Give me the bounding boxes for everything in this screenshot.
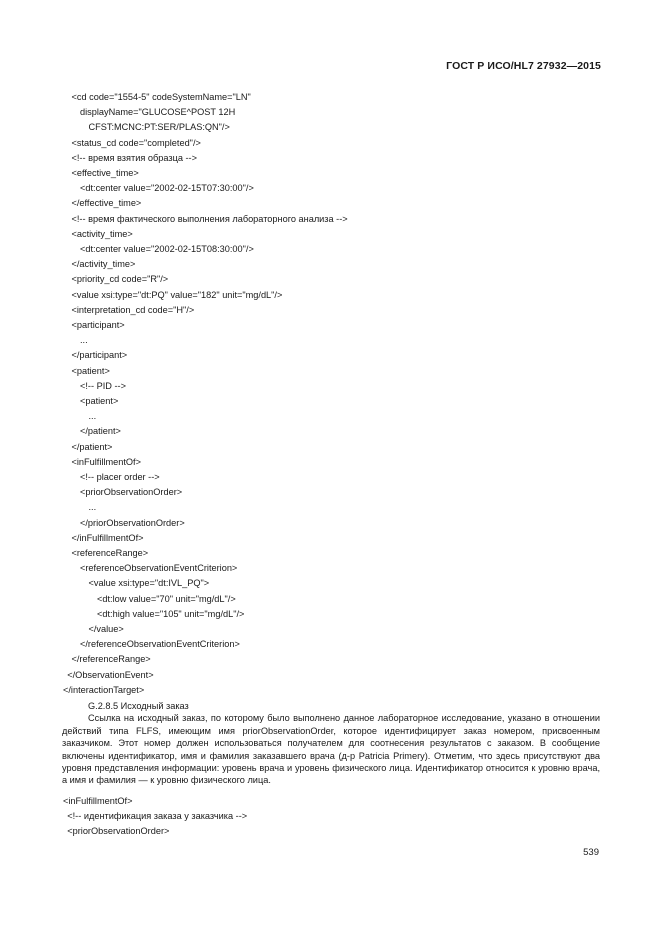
code-line: ... <box>80 335 88 346</box>
code-line: <referenceRange> <box>71 548 149 558</box>
section-g-2-8-5 <box>62 700 600 787</box>
code-line: <interpretation_cd code="H"/> <box>71 304 195 315</box>
code-line: <inFulfillmentOf> <box>63 796 133 806</box>
code-line: <priorObservationOrder> <box>80 487 183 498</box>
code-line: <effective_time> <box>71 168 139 178</box>
section-title: G.2.8.5 Исходный заказ <box>88 701 189 711</box>
code-line: <cd code="1554-5" codeSystemName="LN" <box>71 92 251 102</box>
code-line: <activity_time> <box>71 228 133 239</box>
page-number: 539 <box>583 847 599 858</box>
code-line: <dt:center value="2002-02-15T07:30:00"/> <box>80 183 254 194</box>
code-line: </activity_time> <box>71 259 136 270</box>
code-line: <patient> <box>71 365 110 376</box>
code-line: </patient> <box>80 426 121 437</box>
code-line: <referenceObservationEventCriterion> <box>80 563 238 574</box>
code-line: </referenceObservationEventCriterion> <box>80 639 240 650</box>
code-line: <dt:low value="70" unit="mg/dL"/> <box>97 593 236 604</box>
code-line: <patient> <box>80 396 119 406</box>
code-line: ... <box>88 502 97 513</box>
page-header: ГОСТ Р ИСО/HL7 27932—2015 <box>446 60 601 72</box>
code-line: </inFulfillmentOf> <box>71 532 144 543</box>
code-line: <priority_cd code="R"/> <box>71 274 169 285</box>
code-line: </priorObservationOrder> <box>80 517 185 528</box>
code-line: <!-- время взятия образца --> <box>71 152 197 163</box>
code-line: <!-- placer order --> <box>80 472 160 482</box>
code-line: </value> <box>88 624 124 634</box>
code-line: <inFulfillmentOf> <box>71 456 141 467</box>
code-line: <status_cd code="completed"/> <box>71 137 201 148</box>
code-line: <priorObservationOrder> <box>67 826 170 837</box>
code-line: </referenceRange> <box>71 654 151 665</box>
code-line: </participant> <box>71 350 128 361</box>
code-line: <value xsi:type="dt:PQ" value="182" unit="mg/dL"/> <box>71 289 283 300</box>
code-line: <dt:center value="2002-02-15T08:30:00"/> <box>80 244 254 254</box>
code-line: <!-- время фактического выполнения лабораторного анализа --> <box>71 213 348 224</box>
code-line: displayName="GLUCOSE^POST 12H <box>80 107 236 118</box>
code-line: <value xsi:type="dt:IVL_PQ"> <box>88 578 210 589</box>
code-line: </effective_time> <box>71 198 142 209</box>
code-line: </interactionTarget> <box>63 684 145 695</box>
code-line: <!-- идентификация заказа у заказчика --> <box>67 811 248 822</box>
code-line: CFST:MCNC:PT:SER/PLAS:QN"/> <box>88 122 230 133</box>
code-line: <participant> <box>71 320 125 330</box>
section-paragraph: Ссылка на исходный заказ, по которому было выполнено данное лабораторное исследование, указано в отношении действий типа FLFS, имеющим имя priorObservationOrder, которое идентифицирует заказ номером, присвоенным заказчиком. Этот номер должен использоваться получателем для соотнесения результатов с заказом. В сообщение включены идентификатор, имя и фамилия заказавшего врача (д-р Patricia Primery). Отметим, что здесь присутствуют два уровня представления информации: уровень врача и уровень физического лица. Идентификатор относится к уровню врача, а имя и фамилия — к уровню физического лица. <box>62 713 600 786</box>
code-line: ... <box>88 411 97 422</box>
code-line: </ObservationEvent> <box>67 669 154 680</box>
code-line: </patient> <box>71 441 113 452</box>
code-line: <!-- PID --> <box>80 380 126 391</box>
code-line: <dt:high value="105" unit="mg/dL"/> <box>97 608 245 619</box>
